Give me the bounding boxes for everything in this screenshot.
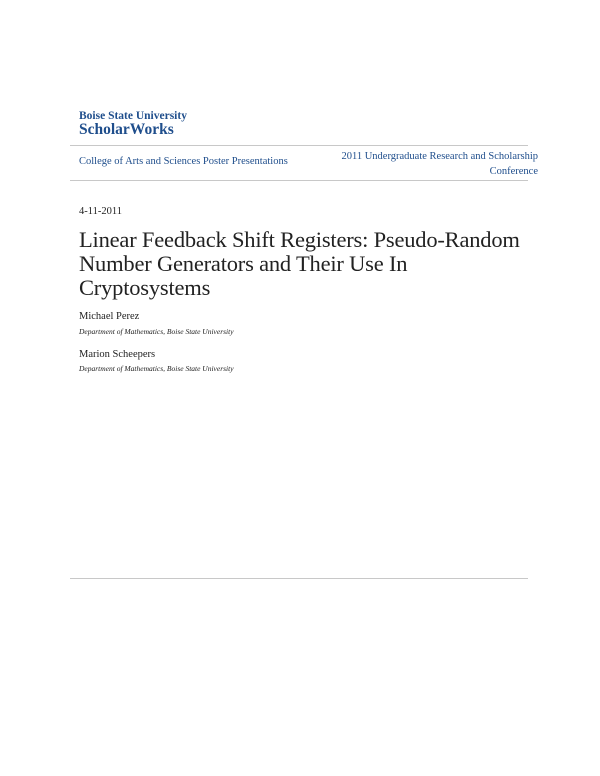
series-divider (70, 180, 528, 181)
conference-link[interactable]: 2011 Undergraduate Research and Scholarship Conference (341, 151, 538, 177)
header-divider (70, 145, 528, 146)
author-name: Marion Scheepers (79, 349, 156, 360)
paper-title: Linear Feedback Shift Registers: Pseudo-Random Number Generators and Their Use In Cryptosystems (79, 227, 520, 300)
author-name: Michael Perez (79, 311, 140, 322)
collection-link[interactable]: College of Arts and Sciences Poster Presentations (79, 156, 288, 167)
author-affiliation: Department of Mathematics, Boise State University (79, 364, 234, 373)
repository-logo-text[interactable]: ScholarWorks (79, 121, 174, 138)
author-affiliation: Department of Mathematics, Boise State University (79, 327, 234, 336)
institution-name: Boise State University (79, 110, 187, 122)
publication-date: 4-11-2011 (79, 206, 122, 217)
footer-divider (70, 578, 528, 579)
